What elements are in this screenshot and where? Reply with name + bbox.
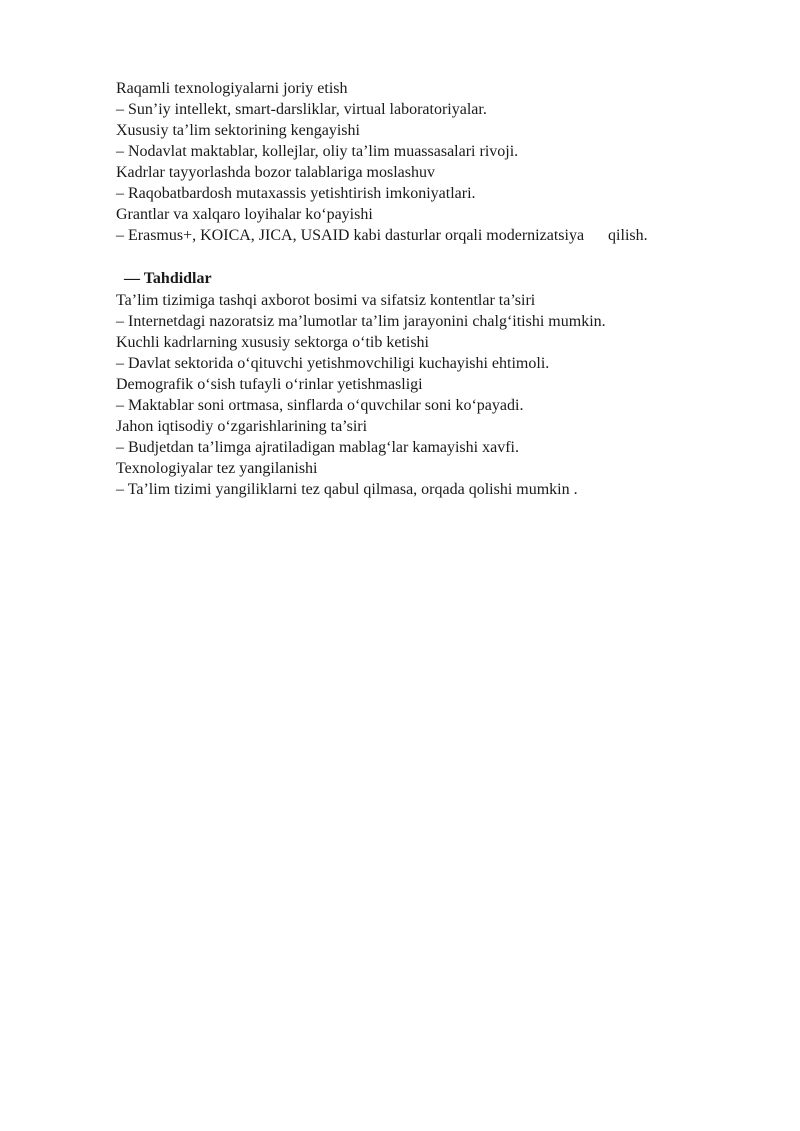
opportunity-title: Raqamli texnologiyalarni joriy etish (116, 80, 348, 97)
threat-detail: – Maktablar soni ortmasa, sinflarda o‘quvchilar soni ko‘payadi. (116, 397, 524, 414)
opportunity-title: Kadrlar tayyorlashda bozor talablariga moslashuv (116, 164, 435, 181)
opportunity-detail: – Nodavlat maktablar, kollejlar, oliy ta’lim muassasalari rivoji. (116, 143, 519, 160)
threat-title: Jahon iqtisodiy o‘zgarishlarining ta’siri (116, 418, 368, 435)
opportunity-detail: – Erasmus+, KOICA, JICA, USAID kabi dasturlar orqali modernizatsiya qilish. (116, 227, 648, 244)
threat-detail: – Davlat sektorida o‘qituvchi yetishmovchiligi kuchayishi ehtimoli. (116, 355, 550, 372)
threat-detail: – Budjetdan ta’limga ajratiladigan mablag‘lar kamayishi xavfi. (116, 439, 519, 456)
opportunity-detail: – Sun’iy intellekt, smart-darsliklar, virtual laboratoriyalar. (116, 101, 487, 118)
opportunity-title: Xususiy ta’lim sektorining kengayishi (116, 122, 360, 139)
opportunity-detail: – Raqobatbardosh mutaxassis yetishtirish imkoniyatlari. (116, 185, 476, 202)
threat-title: Texnologiyalar tez yangilanishi (116, 460, 318, 477)
threats-heading: — Tahdidlar (124, 270, 212, 287)
threat-detail: – Internetdagi nazoratsiz ma’lumotlar ta’lim jarayonini chalg‘itishi mumkin. (116, 313, 606, 330)
threat-title: Kuchli kadrlarning xususiy sektorga o‘tib ketishi (116, 334, 429, 351)
threat-title: Ta’lim tizimiga tashqi axborot bosimi va sifatsiz kontentlar ta’siri (116, 292, 536, 309)
threat-detail: – Ta’lim tizimi yangiliklarni tez qabul qilmasa, orqada qolishi mumkin . (116, 481, 578, 498)
threat-title: Demografik o‘sish tufayli o‘rinlar yetishmasligi (116, 376, 423, 393)
opportunity-title: Grantlar va xalqaro loyihalar ko‘payishi (116, 206, 373, 223)
